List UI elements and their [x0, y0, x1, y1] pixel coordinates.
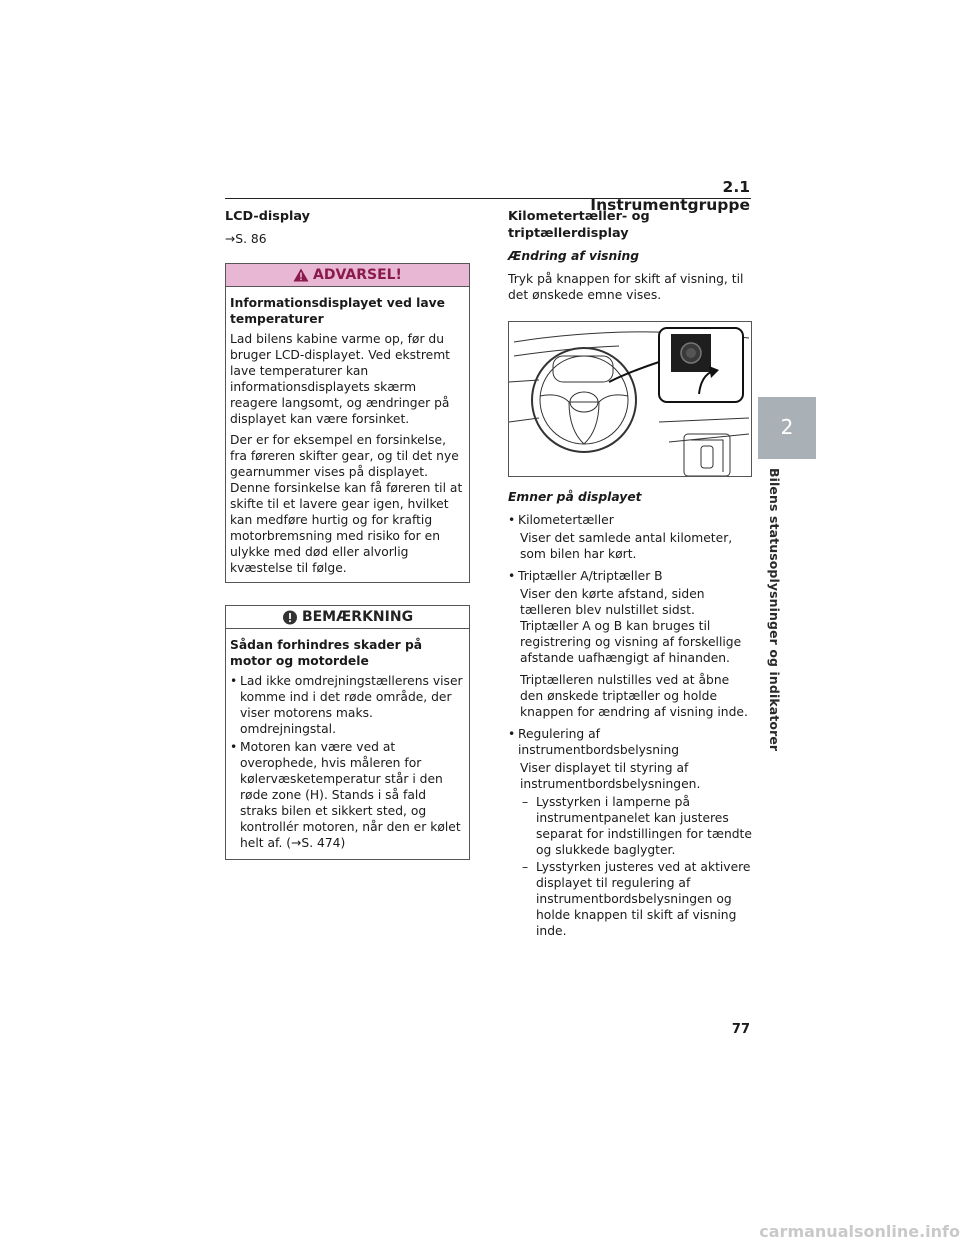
chapter-label: Bilens statusoplysninger og indikatorer	[767, 468, 782, 752]
display-item-desc: Viser det samlede antal kilometer, som bilen har kørt.	[520, 531, 733, 561]
display-item	[508, 568, 752, 584]
notice-bullet-text: Motoren kan være ved at overophede, hvis måleren for kølervæsketemperatur står i den røde zone (H). Stands i så fald straks bilen et sikkert sted, og kontrollér motoren, når den er kølet helt af. (→S. 474)	[240, 740, 461, 850]
notice-header	[226, 606, 469, 629]
left-column	[225, 208, 470, 860]
display-item-desc: Triptælleren nulstilles ved at åbne den ønskede triptæller og holde knappen for ændring af visning inde.	[520, 673, 748, 719]
dash-icon: –	[522, 860, 529, 874]
right-column	[508, 208, 752, 940]
notice-box	[225, 605, 470, 860]
dash-item-text: Lysstyrken i lamperne på instrumentpanelet kan justeres separat for indstillingen for tændte og slukkede baglygter.	[536, 795, 752, 857]
warning-icon	[293, 268, 309, 282]
steering-wheel-illustration	[508, 321, 752, 477]
warning-box	[225, 263, 470, 583]
display-item	[508, 512, 752, 528]
warning-header	[226, 264, 469, 287]
notice-bullet	[230, 673, 463, 737]
warning-subtitle: Informationsdisplayet ved lave temperaturer	[230, 296, 446, 326]
display-item-label: Kilometertæller	[518, 513, 614, 527]
warning-paragraph-1: Lad bilens kabine varme op, før du bruger LCD-displayet. Ved ekstremt lave temperaturer kan informationsdisplayets skærm reagere langsomt, og ændringer på displayet kan være forsinket.	[230, 332, 451, 426]
chapter-number: 2	[780, 415, 794, 439]
page-number: 77	[731, 1022, 750, 1037]
display-items-subtitle: Emner på displayet	[508, 490, 642, 504]
bullet-icon: •	[508, 513, 516, 527]
header-rule	[225, 198, 751, 199]
bullet-icon: •	[508, 727, 516, 741]
section-title: 2.1 Instrumentgruppe	[590, 178, 750, 214]
display-item-desc: Viser displayet til styring af instrumentbordsbelysningen.	[520, 761, 701, 791]
notice-subtitle: Sådan forhindres skader på motor og motordele	[230, 638, 423, 668]
bullet-icon: •	[230, 674, 238, 688]
warning-label: ADVARSEL!	[313, 267, 402, 283]
display-item-desc: Viser den kørte afstand, siden tælleren blev nulstillet sidst. Triptæller A og B kan bruges til registrering og visning af forskellige afstande uafhængigt af hinanden.	[520, 587, 742, 665]
notice-icon	[282, 610, 298, 625]
display-item	[508, 726, 752, 758]
dash-icon: –	[522, 795, 529, 809]
lcd-display-title: LCD-display	[225, 209, 311, 224]
watermark: carmanualsonline.info	[759, 1222, 960, 1241]
notice-bullet-text: Lad ikke omdrejningstællerens viser komme ind i det røde område, der viser motorens maks. omdrejningstal.	[240, 674, 463, 736]
bullet-icon: •	[230, 740, 238, 754]
display-item-label: Triptæller A/triptæller B	[518, 569, 663, 583]
notice-bullet	[230, 739, 463, 851]
lcd-display-ref[interactable]: →S. 86	[225, 232, 267, 246]
dash-item	[522, 794, 752, 858]
dash-item-text: Lysstyrken justeres ved at aktivere displayet til regulering af instrumentbordsbelysningen og holde knappen til skift af visning inde.	[536, 860, 751, 938]
change-view-subtitle: Ændring af visning	[508, 249, 640, 263]
bullet-icon: •	[508, 569, 516, 583]
odometer-title: Kilometertæller- og triptællerdisplay	[508, 209, 650, 241]
change-view-text: Tryk på knappen for skift af visning, til det ønskede emne vises.	[508, 272, 744, 302]
notice-label: BEMÆRKNING	[301, 609, 414, 625]
dash-item	[522, 859, 752, 939]
notice-body	[226, 629, 469, 859]
display-item-label: Regulering af instrumentbordsbelysning	[518, 727, 680, 757]
warning-paragraph-2: Der er for eksempel en forsinkelse, fra føreren skifter gear, og til det nye gearnummer vises på displayet. Denne forsinkelse kan få føreren til at skifte til et lavere gear igen, hvilket kan medføre hurtig og for kraftig motorbremsning med risiko for en ulykke med død eller alvorlig kvæstelse til følge.	[230, 433, 463, 575]
dashboard-drawing-icon	[509, 322, 751, 476]
warning-body	[226, 287, 469, 582]
